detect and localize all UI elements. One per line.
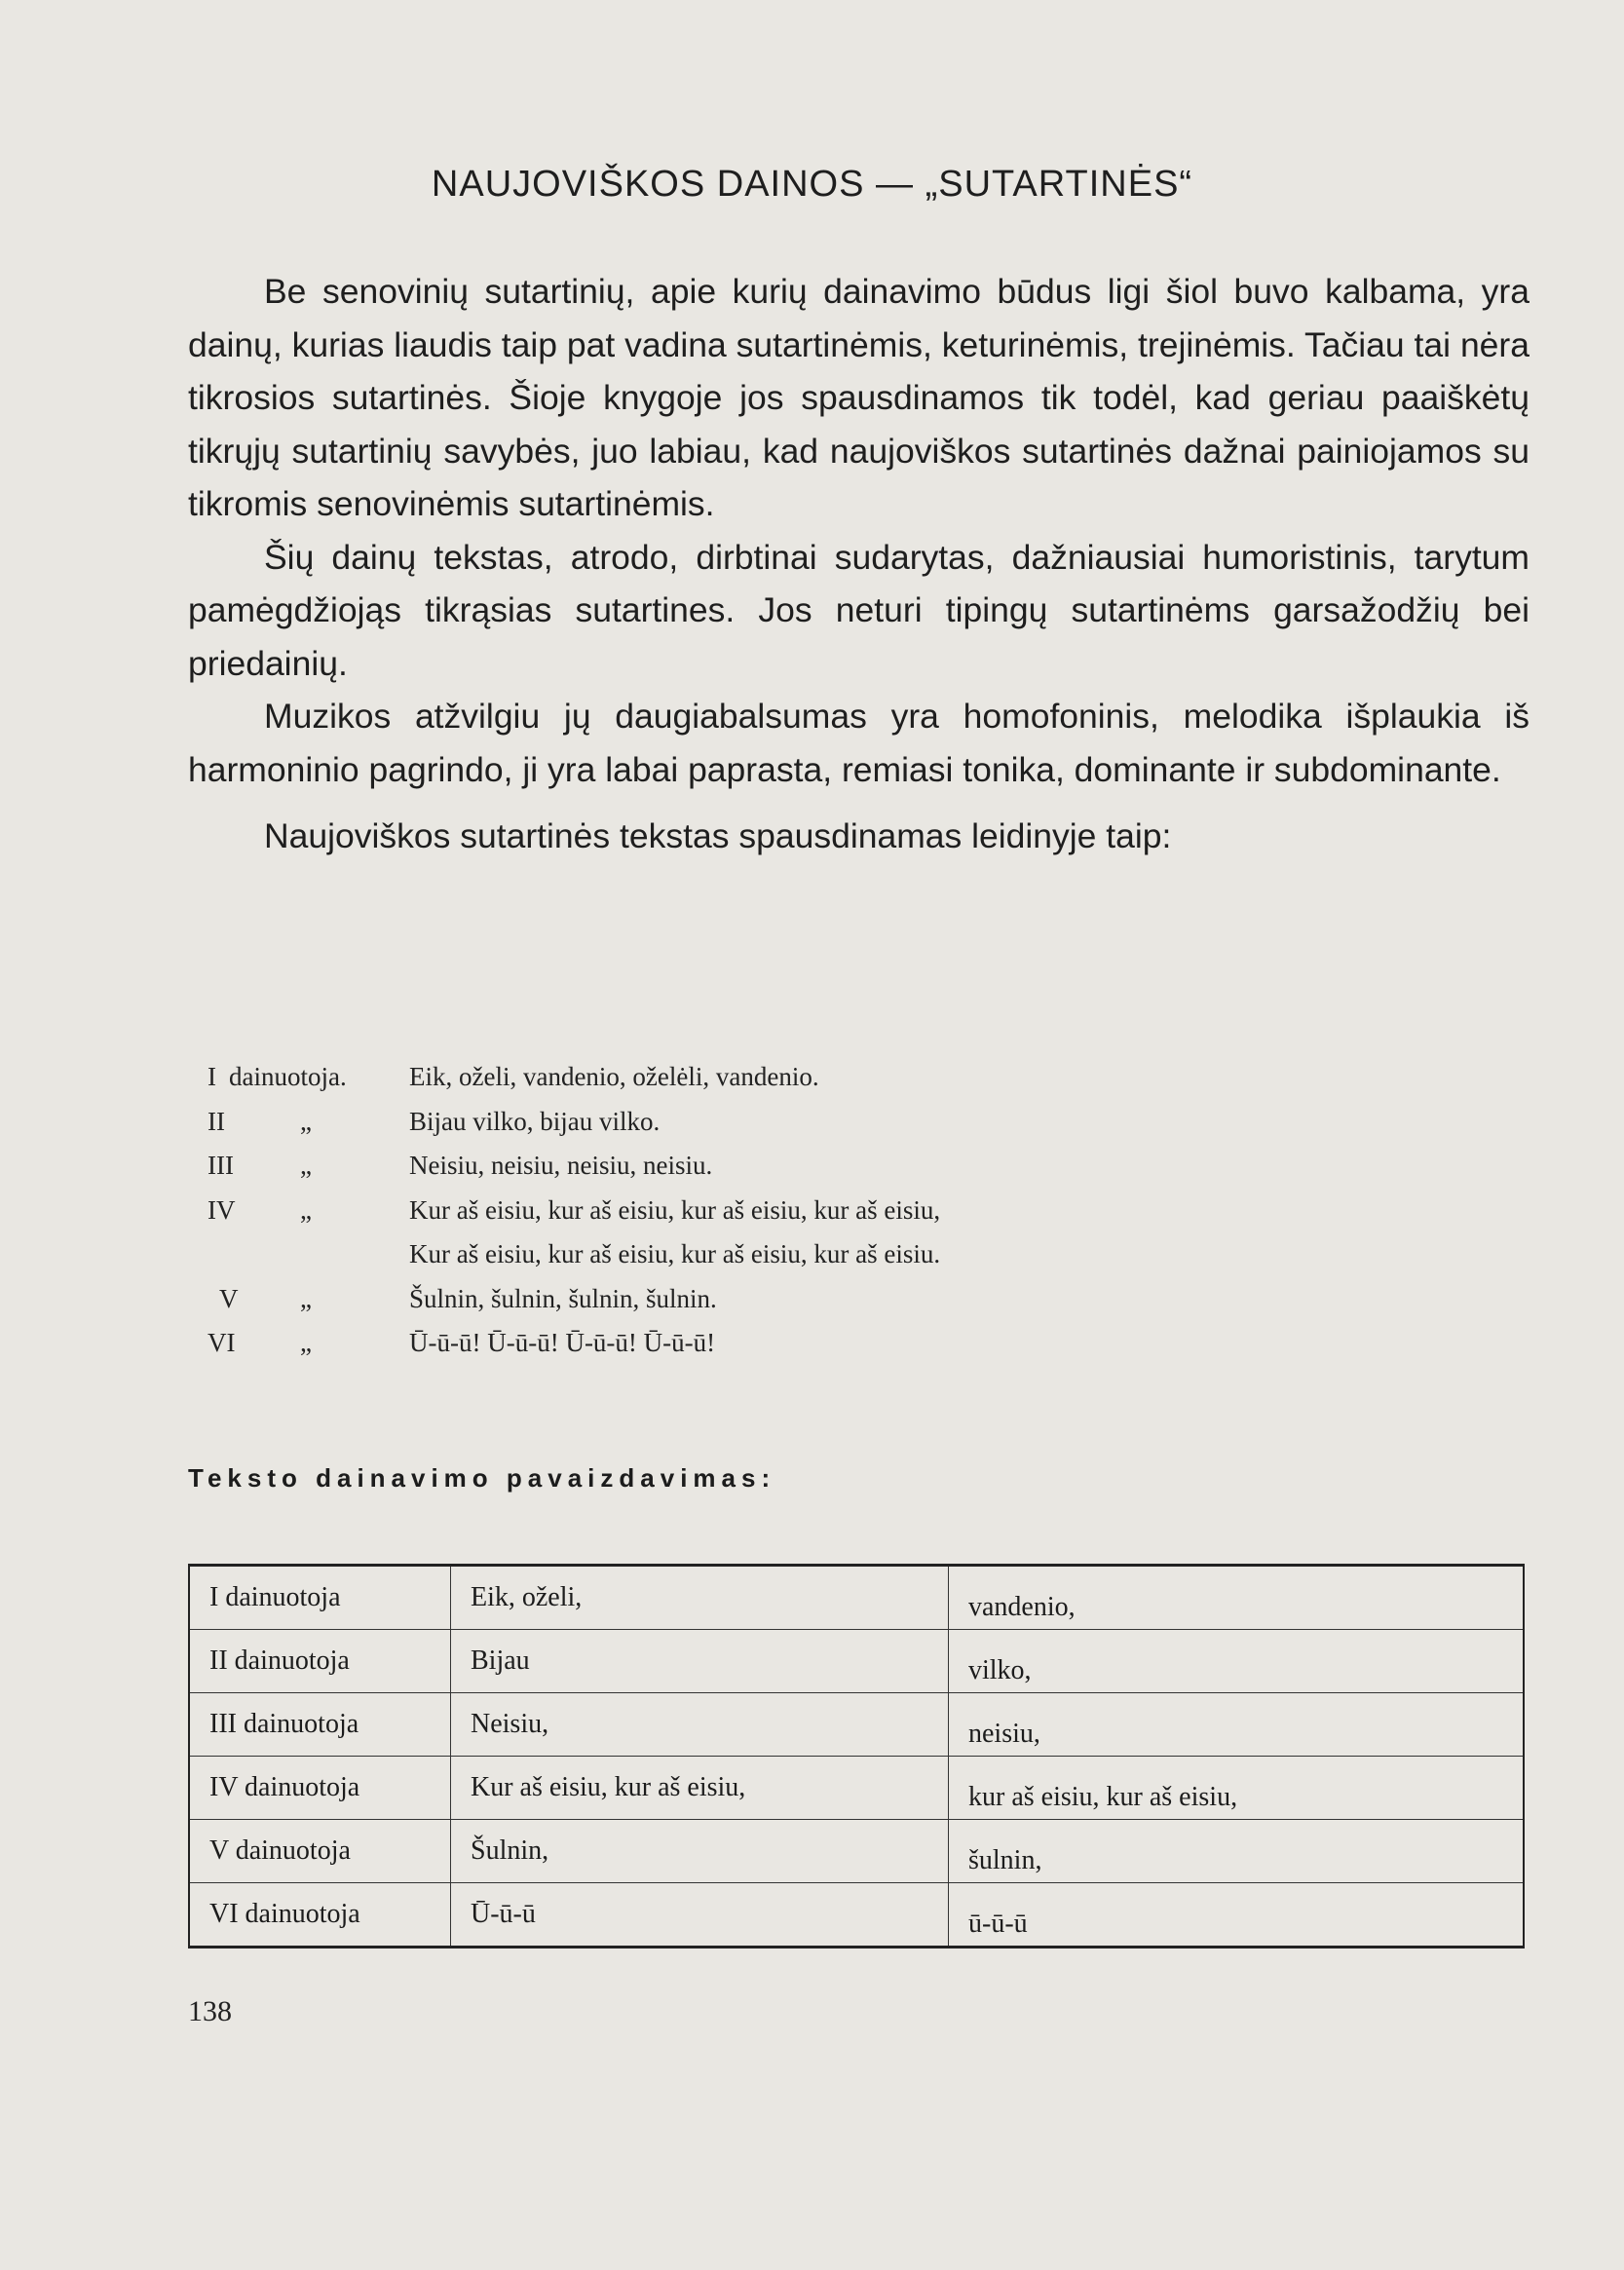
table-cell: V dainuotoja bbox=[189, 1820, 451, 1883]
verse-text: Ū-ū-ū! Ū-ū-ū! Ū-ū-ū! Ū-ū-ū! bbox=[409, 1328, 716, 1357]
verse-row bbox=[208, 1107, 1328, 1152]
verse-row bbox=[208, 1328, 1328, 1373]
table-cell: Ū-ū-ū bbox=[451, 1883, 949, 1948]
table-cell: III dainuotoja bbox=[189, 1693, 451, 1757]
verse-text: Šulnin, šulnin, šulnin, šulnin. bbox=[409, 1283, 717, 1313]
table-row bbox=[189, 1820, 1524, 1883]
verse-text: Bijau vilko, bijau vilko. bbox=[409, 1106, 661, 1136]
verse-row bbox=[208, 1195, 1328, 1240]
table-cell-text: vilko, bbox=[968, 1655, 1032, 1685]
verse-number: V bbox=[219, 1283, 239, 1313]
verse-number: VI bbox=[208, 1328, 236, 1357]
table-row bbox=[189, 1693, 1524, 1757]
verse-text: Kur aš eisiu, kur aš eisiu, kur aš eisiu, kur aš eisiu, bbox=[409, 1194, 941, 1225]
table-cell: IV dainuotoja bbox=[189, 1757, 451, 1820]
table-row bbox=[189, 1883, 1524, 1948]
table-row bbox=[189, 1757, 1524, 1820]
table-cell bbox=[949, 1820, 1525, 1883]
page-number: 138 bbox=[188, 1995, 232, 2027]
verse-number: III bbox=[208, 1151, 234, 1180]
verse-text: Neisiu, neisiu, neisiu, neisiu. bbox=[409, 1151, 713, 1180]
ditto-mark: „ bbox=[300, 1283, 312, 1313]
table-cell bbox=[949, 1693, 1525, 1757]
verse-number: II bbox=[208, 1106, 225, 1136]
table-cell bbox=[949, 1883, 1525, 1948]
table-cell: Šulnin, bbox=[451, 1820, 949, 1883]
verse-text: Kur aš eisiu, kur aš eisiu, kur aš eisiu, kur aš eisiu. bbox=[409, 1239, 941, 1268]
verse-row bbox=[208, 1062, 1328, 1107]
verse-row bbox=[208, 1239, 1328, 1284]
table-cell: Neisiu, bbox=[451, 1693, 949, 1757]
table-cell-text: šulnin, bbox=[968, 1845, 1042, 1875]
verse-list bbox=[208, 1062, 1328, 1373]
page-title: NAUJOVIŠKOS DAINOS — „SUTARTINĖS“ bbox=[431, 164, 1193, 205]
verse-text: Eik, oželi, vandenio, oželėli, vandenio. bbox=[409, 1062, 819, 1091]
table-row bbox=[189, 1630, 1524, 1693]
table-cell bbox=[949, 1630, 1525, 1693]
paragraph: Muzikos atžvilgiu jų daugiabalsumas yra homofoninis, melodika išplaukia iš harmoninio pagrindo, ji yra labai paprasta, remiasi tonika, dominante ir subdominante. bbox=[188, 697, 1530, 789]
table-cell: Bijau bbox=[451, 1630, 949, 1693]
table-cell: II dainuotoja bbox=[189, 1630, 451, 1693]
paragraph: Be senovinių sutartinių, apie kurių dainavimo būdus ligi šiol buvo kalbama, yra dainų, kurias liaudis taip pat vadina sutartinėmis, keturinėmis, trejinėmis. Tačiau tai nėra tikrosios sutartinės. Šioje knygoje jos spausdinamos tik todėl, kad geriau paaiškėtų tikrųjų sutartinių savybės, juo labiau, kad naujoviškos sutartinės dažnai painiojamos su tikromis senovinėmis sutartinėmis. bbox=[188, 272, 1530, 523]
ditto-mark: „ bbox=[300, 1106, 312, 1136]
ditto-mark: „ bbox=[300, 1328, 312, 1357]
table-cell: VI dainuotoja bbox=[189, 1883, 451, 1948]
ditto-mark: „ bbox=[300, 1151, 312, 1180]
table-cell bbox=[949, 1566, 1525, 1630]
table-cell: Eik, oželi, bbox=[451, 1566, 949, 1630]
singing-table bbox=[188, 1564, 1525, 1948]
table-cell-text: ū-ū-ū bbox=[968, 1909, 1028, 1939]
table-cell-text: neisiu, bbox=[968, 1719, 1040, 1749]
table-cell-text: vandenio, bbox=[968, 1592, 1076, 1622]
paragraph: Šių dainų tekstas, atrodo, dirbtinai sudarytas, dažniausiai humoristinis, tarytum pamėgdžiojąs tikrąsias sutartines. Jos neturi tipingų sutartinėms garsažodžių bei priedainių. bbox=[188, 537, 1530, 683]
paragraph: Naujoviškos sutartinės tekstas spausdinamas leidinyje taip: bbox=[264, 816, 1172, 855]
table-cell bbox=[949, 1757, 1525, 1820]
verse-role: dainuotoja. bbox=[229, 1062, 347, 1091]
table-cell-text: kur aš eisiu, kur aš eisiu, bbox=[968, 1782, 1238, 1812]
verse-number: IV bbox=[208, 1194, 236, 1225]
ditto-mark: „ bbox=[300, 1194, 312, 1225]
verse-number: I bbox=[208, 1062, 216, 1091]
table-cell: Kur aš eisiu, kur aš eisiu, bbox=[451, 1757, 949, 1820]
body-text bbox=[188, 265, 1530, 863]
table-row bbox=[189, 1566, 1524, 1630]
verse-row bbox=[208, 1151, 1328, 1195]
verse-row bbox=[208, 1284, 1328, 1329]
table-heading: Teksto dainavimo pavaizdavimas: bbox=[188, 1463, 776, 1493]
table-cell: I dainuotoja bbox=[189, 1566, 451, 1630]
